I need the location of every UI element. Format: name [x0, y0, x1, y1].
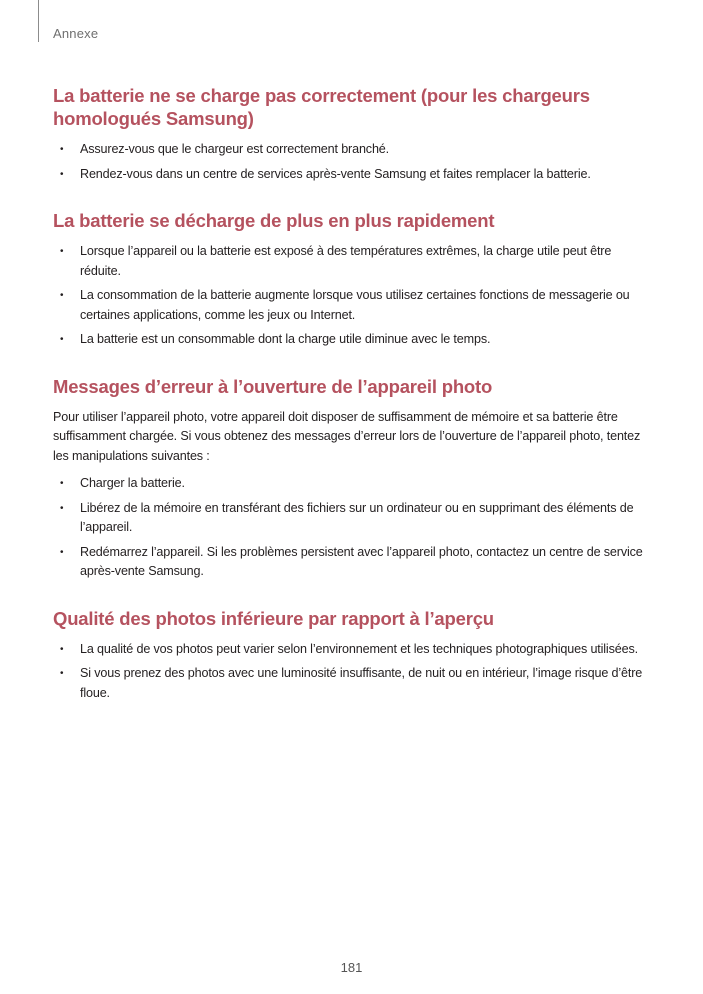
- list-item-text: Redémarrez l’appareil. Si les problèmes persistent avec l’appareil photo, contactez un centre de service après-vente Samsung.: [80, 544, 643, 578]
- list-item-text: Charger la batterie.: [80, 476, 185, 490]
- page-number: 181: [340, 960, 363, 975]
- section-title: La batterie ne se charge pas correctement (pour les chargeurs homologués Samsung): [53, 85, 590, 129]
- page-corner-mark: [38, 0, 39, 42]
- bullet-dot-icon: •: [60, 643, 64, 655]
- bullet-dot-icon: •: [60, 144, 64, 155]
- list-item-text: La qualité de vos photos peut varier selon l’environnement et les techniques photographiques utilisées.: [80, 641, 638, 656]
- list-item: [53, 640, 653, 660]
- list-item-text: Libérez de la mémoire en transférant des fichiers sur un ordinateur ou en supprimant des éléments de l’appareil.: [80, 500, 634, 534]
- list-item: [53, 286, 653, 325]
- list-item-text: La consommation de la batterie augmente lorsque vous utilisez certaines fonctions de messagerie ou certaines applications, comme les jeux ou Internet.: [80, 288, 630, 322]
- bullet-dot-icon: •: [60, 502, 64, 514]
- bullet-list: [53, 640, 653, 704]
- section-battery-not-charging: [53, 84, 653, 184]
- list-item: [53, 165, 653, 185]
- section-battery-drains-faster: [53, 209, 653, 350]
- section-title: Messages d’erreur à l’ouverture de l’appareil photo: [53, 375, 493, 397]
- bullet-dot-icon: •: [60, 334, 64, 345]
- page-content: [53, 84, 653, 708]
- section-title: La batterie se décharge de plus en plus rapidement: [53, 210, 495, 231]
- bullet-dot-icon: •: [60, 246, 64, 257]
- bullet-list: [53, 140, 653, 184]
- section-photo-quality: [53, 607, 653, 704]
- bullet-dot-icon: •: [60, 290, 64, 301]
- bullet-list: [53, 242, 653, 350]
- chapter-label: Annexe: [53, 26, 99, 41]
- list-item: [53, 242, 653, 281]
- list-item-text: La batterie est un consommable dont la charge utile diminue avec le temps.: [80, 332, 491, 346]
- bullet-list: [53, 474, 653, 582]
- section-title: Qualité des photos inférieure par rapport à l’aperçu: [53, 607, 494, 629]
- bullet-dot-icon: •: [60, 478, 64, 489]
- section-paragraph: Pour utiliser l’appareil photo, votre appareil doit disposer de suffisamment de mémoire et sa batterie être suffisamment chargée. Si vous obtenez des messages d’erreur lors de l’ouverture de l’appareil photo, tentez les manipulations suivantes :: [53, 409, 641, 463]
- list-item: [53, 543, 653, 582]
- list-item: [53, 474, 653, 494]
- list-item-text: Assurez-vous que le chargeur est correctement branché.: [80, 142, 390, 156]
- bullet-dot-icon: •: [60, 668, 64, 679]
- bullet-dot-icon: •: [60, 546, 64, 558]
- list-item: [53, 330, 653, 350]
- list-item-text: Rendez-vous dans un centre de services après-vente Samsung et faites remplacer la batterie.: [80, 166, 591, 181]
- list-item: [53, 664, 653, 703]
- list-item-text: Lorsque l’appareil ou la batterie est exposé à des températures extrêmes, la charge utile peut être réduite.: [80, 244, 612, 278]
- list-item-text: Si vous prenez des photos avec une luminosité insuffisante, de nuit ou en intérieur, l’image risque d’être floue.: [80, 666, 643, 700]
- list-item: [53, 140, 653, 160]
- list-item: [53, 499, 653, 538]
- section-camera-error-messages: [53, 375, 653, 582]
- bullet-dot-icon: •: [60, 168, 64, 180]
